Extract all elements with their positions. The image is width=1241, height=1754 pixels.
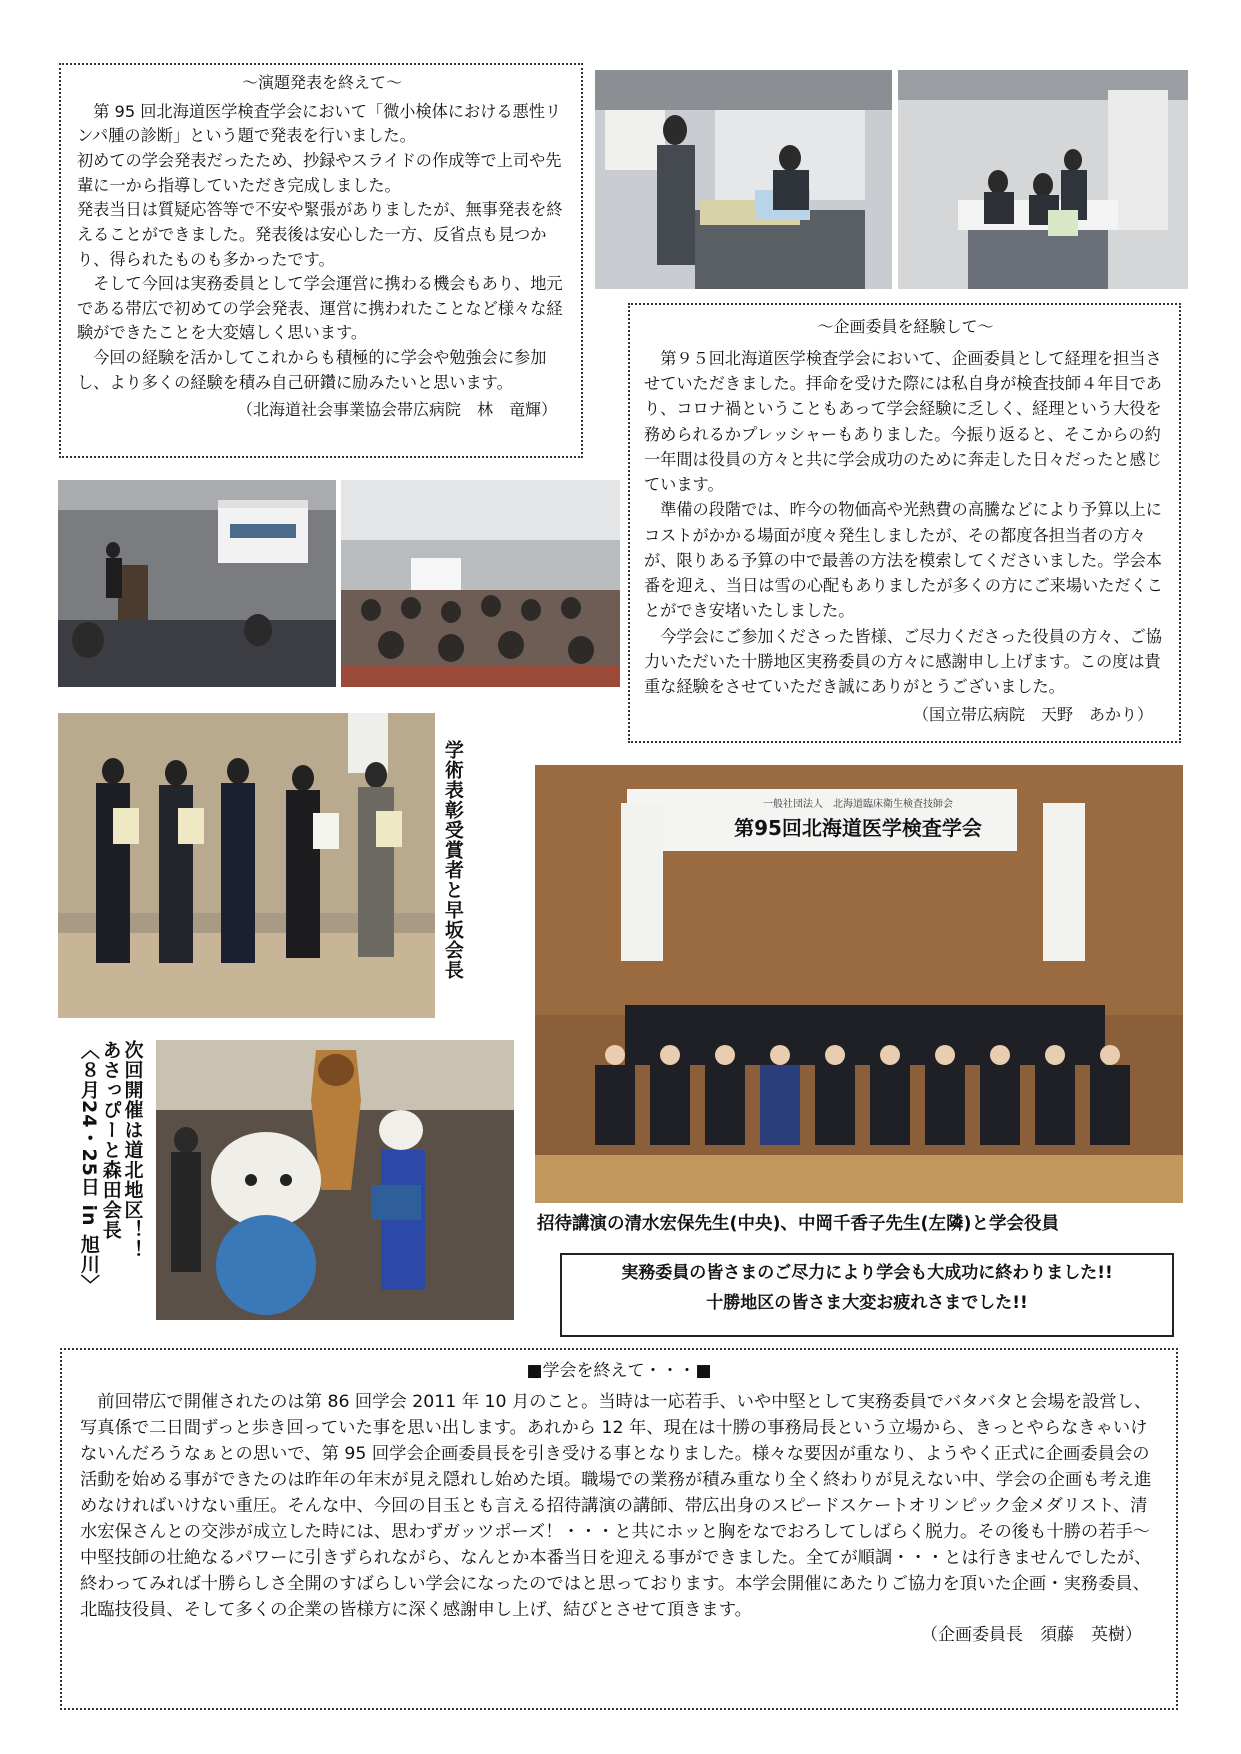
paragraph: 初めての学会発表だったため、抄録やスライドの作成等で上司や先輩に一から指導していただき完成しました。 [77,151,562,195]
photo-award-recipients [58,713,435,1018]
article-presentation [59,63,583,458]
paragraph: 第９５回北海道医学検査学会において、企画委員として経理を担当させていただきました。拝命を受けた際には私自身が検査技師４年目であり、コロナ禍ということもあって学会経験に乏しく、経理という大役を務められるかプレッシャーもありました。今振り返ると、そこからの約一年間は役員の方々と共に学会成功のために奔走した日々だったと感じています。 [644,348,1162,495]
next-meeting-caption [77,1040,143,1294]
article-title: ～企画委員を経験して～ [817,317,994,336]
author-signature: （北海道社会事業協会帯広病院 林 竜輝） [236,400,557,420]
photo-reception-staff [898,70,1188,289]
thanks-box [560,1253,1174,1337]
banner-org: 一般社団法人 北海道臨床衛生検査技師会 [763,799,953,810]
next-meeting-line: 〈８月24・25日 in 旭川〉 [77,1040,100,1295]
banner-title: 第95回北海道医学検査学会 [734,816,982,840]
author-signature: （国立帯広病院 天野 あかり） [912,704,1153,724]
thanks-line: 実務委員の皆さまのご尽力により学会も大成功に終わりました!! [621,1263,1113,1283]
paragraph: そして今回は実務委員として学会運営に携わる機会もあり、地元である帯広で初めての学会発表、運営に携われたことなど様々な経験ができたことを大変嬉しく思います。 [77,274,563,343]
next-meeting-line: 次回開催は道北地区！！ [121,1040,144,1260]
paragraph: 発表当日は質疑応答等で不安や緊張がありましたが、無事発表を終えることができました。発表後は安心した一方、反省点も見つかり、得られたものも多かったです。 [77,200,563,269]
thanks-line: 十勝地区の皆さま大変お疲れさまでした!! [706,1292,1028,1313]
article-title: ～演題発表を終えて～ [241,73,402,92]
paragraph: 今学会にご参加くださった皆様、ご尽力くださった役員の方々、ご協力いただいた十勝地区実務委員の方々に感謝申し上げます。この度は貴重な経験をさせていただき誠にありがとうございました。 [644,626,1162,697]
paragraph: 前回帯広で開催されたのは第 86 回学会 2011 年 10 月のこと。当時は一応若手、いや中堅として実務委員でバタバタと会場を設営し、写真係で二日間ずっと歩き回っていた事を思い出します。あれから 12 年、現在は十勝の事務局長という立場から、きっとやらなきゃいけないんだろうなぁとの思いで、第 95 回学会企画委員長を引き受ける事となりました。様々な要因が重なり、ようやく正式に企画委員会の活動を始める事ができたのは昨年の年末が見え隠れし始めた頃。職場での業務が積み重なり全く終わりが見えない中、学会の企画も考え進めなければいけない重圧。そんな中、今回の目玉とも言える招待講演の講師、帯広出身のスピードスケートオリンピック金メダリスト、清水宏保さんとの交渉が成立した時には、思わずガッツポーズ！・・・と共にホッと胸をなでおろしてしばらく脱力。その後も十勝の若手～中堅技師の壮絶なるパワーに引きずられながら、なんとか本番当日を迎える事ができました。全てが順調・・・とは行きませんでしたが、終わってみれば十勝らしさ全開のすばらしい学会になったのではと思っております。本学会開催にあたりご協力を頂いた企画・実務委員、北臨技役員、そして多くの企業の皆様方に深く感謝申し上げ、結びとさせて頂きます。 [80,1392,1152,1620]
paragraph: 第 95 回北海道医学検査学会において「微小検体における悪性リンパ腫の診断」という題で発表を行いました。 [77,101,562,146]
paragraph: 今回の経験を活かしてこれからも積極的に学会や勉強会に参加し、より多くの経験を積み自己研鑽に励みたいと思います。 [77,348,547,392]
author-signature: （企画委員長 須藤 英樹） [921,1624,1142,1645]
article-title: ■学会を終えて・・・■ [526,1361,712,1381]
article-planning-committee [628,303,1181,743]
photo-lecture-speaker [58,480,336,687]
photo-reception-desk [595,70,892,289]
awards-caption: 学術表彰受賞者と早坂会長 [441,740,464,980]
article-after-meeting [60,1348,1178,1710]
paragraph: 準備の段階では、昨今の物価高や光熱費の高騰などにより予算以上にコストがかかる場面が度々発生しましたが、その都度各担当者の方々が、限りある予算の中で最善の方法を模索してくださいました。学会本番を迎え、当日は雪の心配もありましたが多くの方にご来場いただくことができ安堵いたしました。 [644,500,1163,621]
photo-mascot-asappy [156,1040,514,1320]
next-meeting-line: あさっぴーと森田会長 [99,1040,122,1240]
photo-lecture-audience [341,480,620,687]
group-photo-caption: 招待講演の清水宏保先生(中央)、中岡千香子先生(左隣)と学会役員 [537,1214,1059,1234]
